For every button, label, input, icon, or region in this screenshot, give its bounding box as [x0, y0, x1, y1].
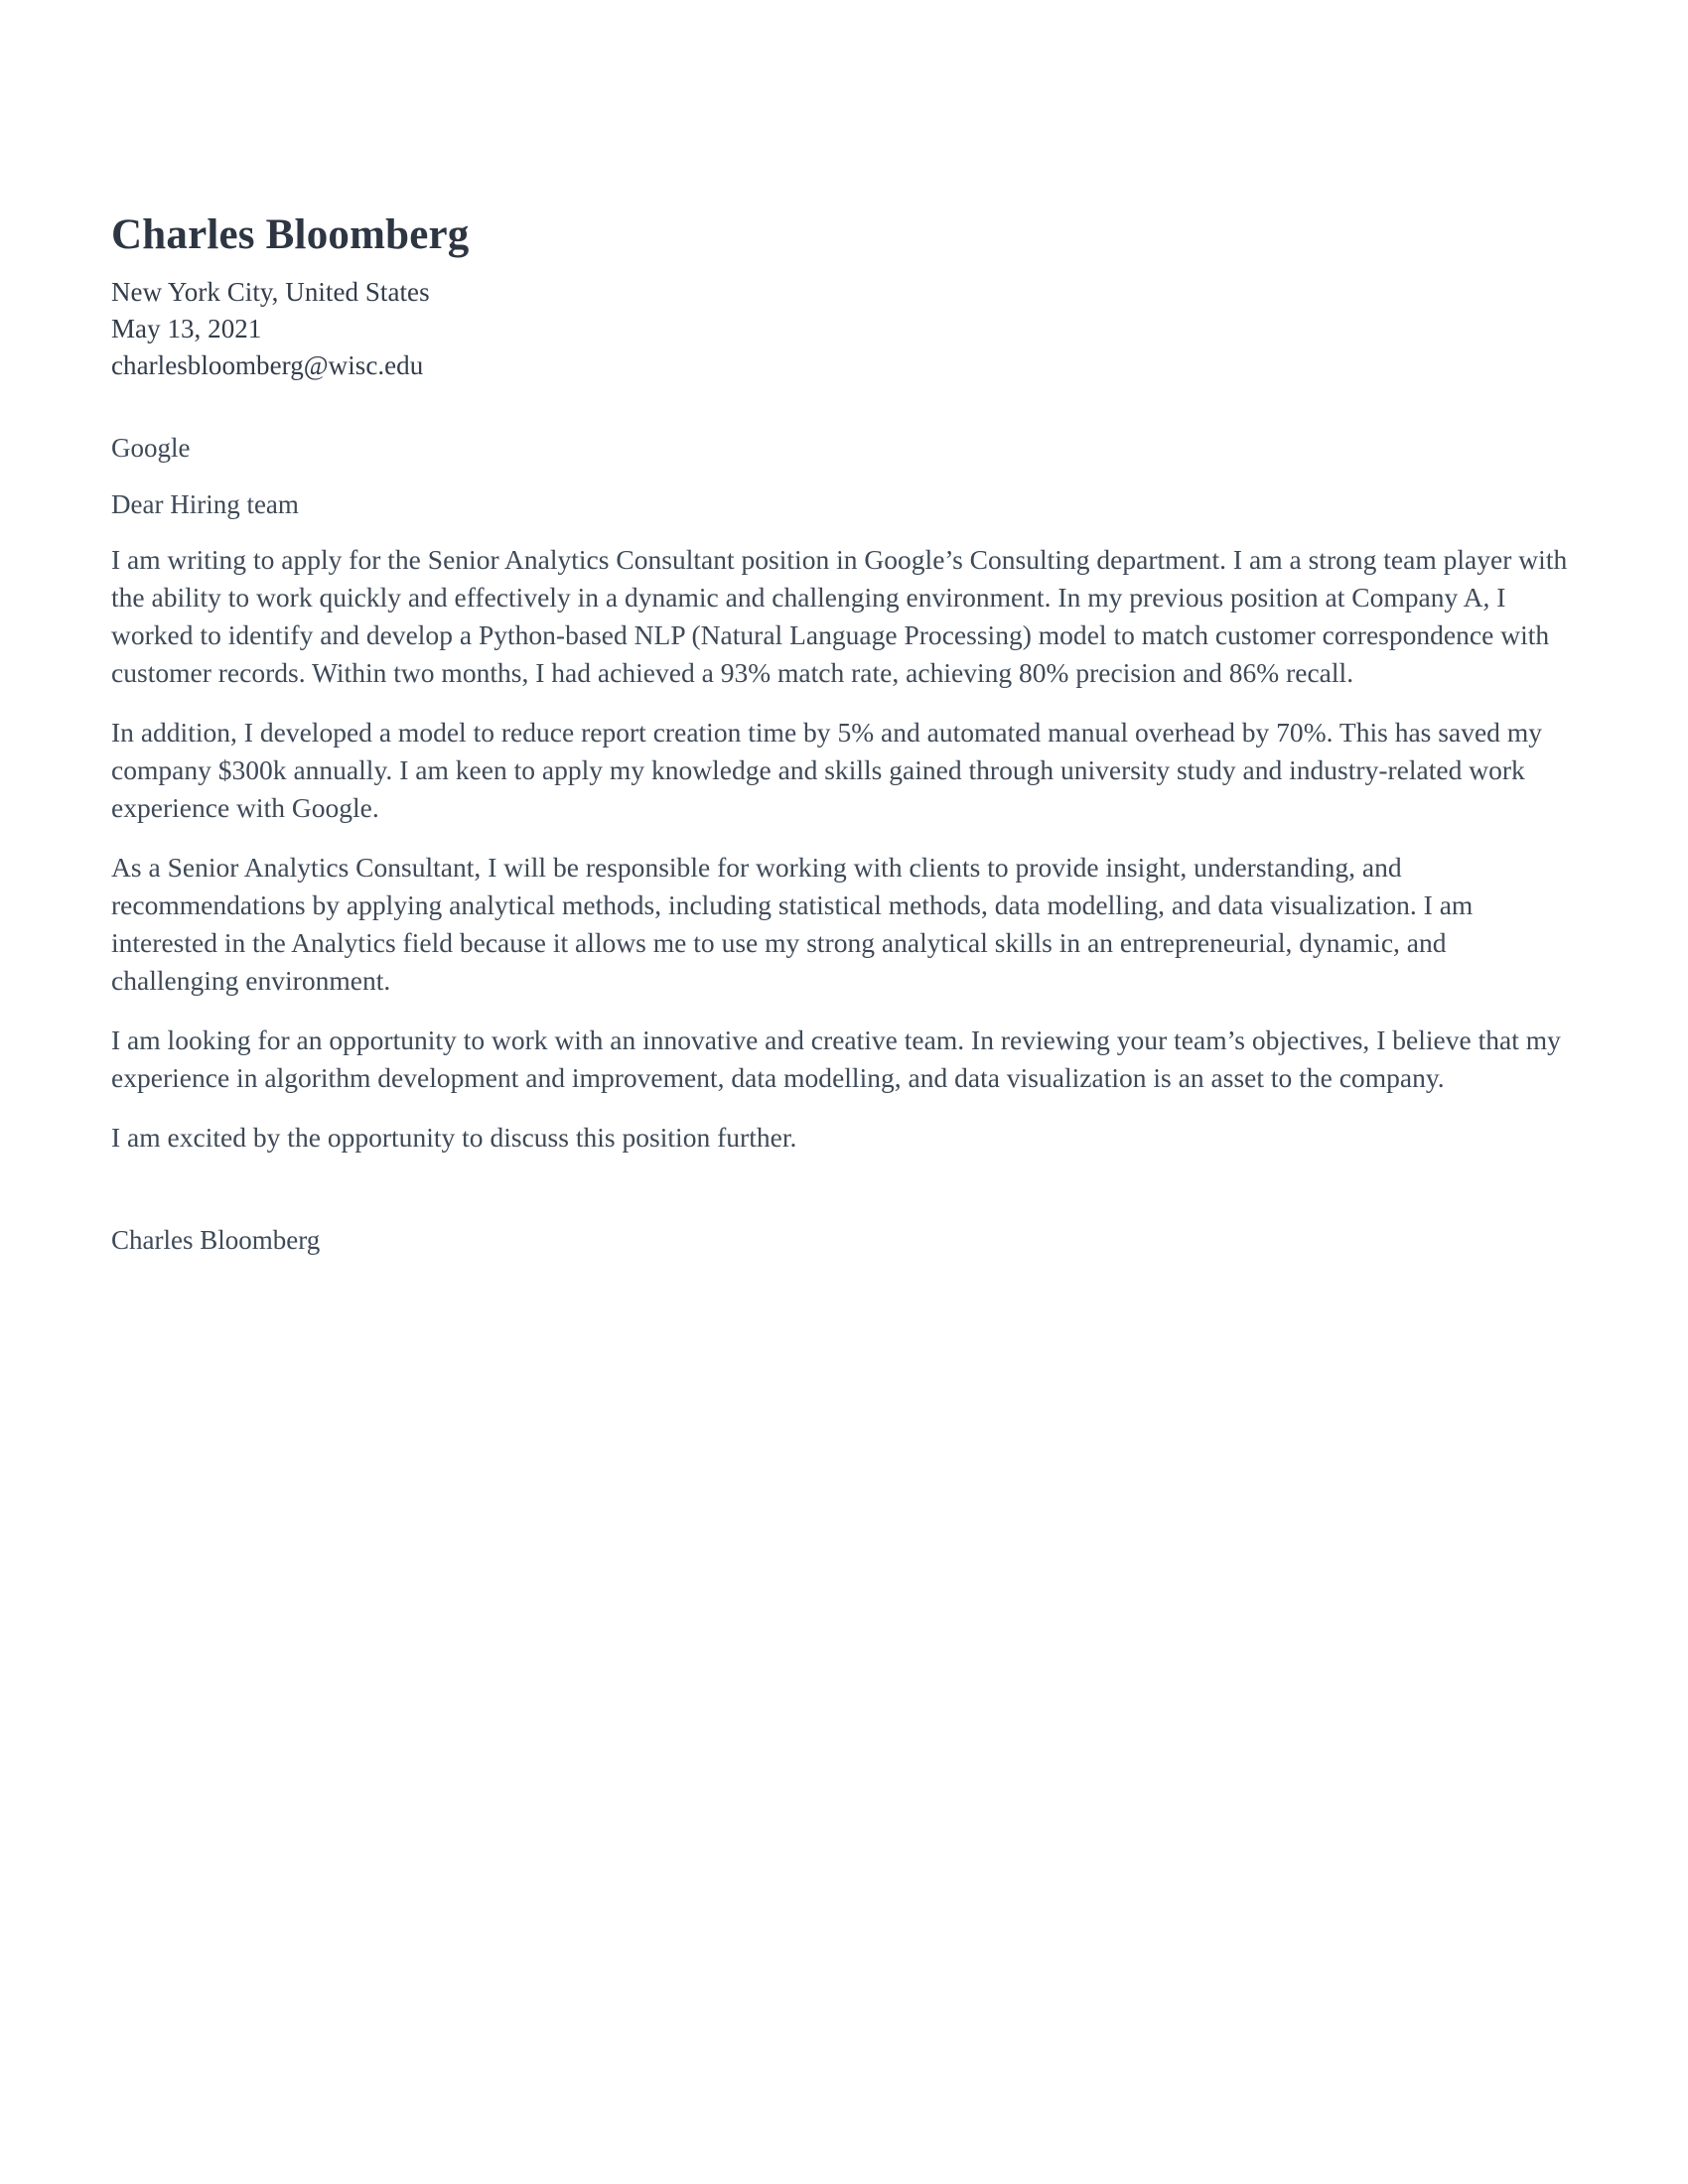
sender-location: New York City, United States — [111, 277, 430, 307]
body-paragraph: I am writing to apply for the Senior Analytics Consultant position in Google’s Consulting department. I am a strong team player with the ability to work quickly and effectively in a dynamic and challenging environment. In my previous position at Company A, I worked to identify and develop a Python-based NLP (Natural Language Processing) model to match customer correspondence with customer records. Within two months, I had achieved a 93% match rate, achieving 80% precision and 86% recall. — [111, 544, 1568, 688]
signature-spacer — [111, 1178, 1579, 1222]
recipient-company: Google — [111, 433, 191, 463]
page-title: Charles Bloomberg — [111, 211, 470, 258]
cover-letter — [111, 213, 1579, 1259]
letter-body — [111, 541, 1579, 1157]
body-paragraph-closing: I am excited by the opportunity to discuss this position further. — [111, 1122, 797, 1153]
body-paragraph: As a Senior Analytics Consultant, I will be responsible for working with clients to provide insight, understanding, and recommendations by applying analytical methods, including statistical methods, data modelling, and data visualization. I am interested in the Analytics field because it allows me to use my strong analytical skills in an entrepreneurial, dynamic, and challenging environment. — [111, 852, 1474, 996]
sender-contact-block — [111, 274, 1579, 384]
body-paragraph: I am looking for an opportunity to work with an innovative and creative team. In reviewing your team’s objectives, I believe that my experience in algorithm development and improvement, data modelling, and data visualization is an asset to the company. — [111, 1024, 1561, 1093]
signature-name: Charles Bloomberg — [111, 1225, 321, 1255]
sender-email: charlesbloomberg@wisc.edu — [111, 350, 424, 380]
body-paragraph: In addition, I developed a model to reduce report creation time by 5% and automated manual overhead by 70%. This has saved my company $300k annually. I am keen to apply my knowledge and skills gained through university study and industry-related work experience with Google. — [111, 717, 1542, 823]
letter-date: May 13, 2021 — [111, 314, 262, 343]
salutation: Dear Hiring team — [111, 489, 299, 519]
